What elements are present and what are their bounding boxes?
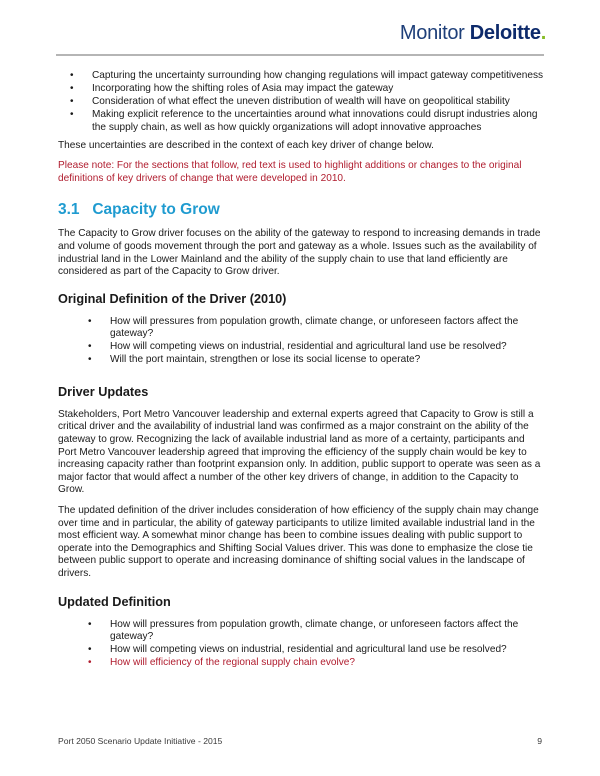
section-intro-paragraph: The Capacity to Grow driver focuses on the ability of the gateway to respond to increasing demands in trade and volume of goods movement through the port and gateway as a whole. Issues such as the availability of industrial land in the Lower Mainland and the ability of the supply chain to use that land efficiently are considered as part of the Capacity to Grow driver. — [58, 228, 541, 278]
list-item: • Consideration of what effect the uneven distribution of wealth will have on geopolitical stability — [70, 95, 510, 107]
monitor-deloitte-logo — [400, 22, 546, 45]
intro-paragraph: These uncertainties are described in the context of each key driver of change below. — [58, 139, 434, 151]
list-item: • How will competing views on industrial, residential and agricultural land use be resolved? — [88, 341, 507, 353]
intro-bullet-list — [58, 70, 544, 134]
list-item: • Will the port maintain, strengthen or lose its social license to operate? — [88, 354, 421, 366]
driver-updates-paragraph-2: The updated definition of the driver includes consideration of how efficiency of the supply chain may change over time and in particular, the ability of gateway participants to utilize limited available industrial land in the most efficient way. A somewhat minor change has been to combine issues dealing with public support to operate into the Demographics and Shifting Social Values driver. This was done to emphasize the close tie between public support to operate and increasing dominance of shifting social values in the landscape of drivers. — [58, 505, 539, 579]
page-footer — [58, 736, 542, 746]
list-item: • Incorporating how the shifting roles of Asia may impact the gateway — [70, 82, 394, 94]
list-item: • How will pressures from population growth, climate change, or unforeseen factors affect the gateway? — [88, 315, 519, 340]
page-content — [58, 70, 544, 670]
section-title: Capacity to Grow — [92, 201, 220, 219]
list-item-new: • How will efficiency of the regional supply chain evolve? — [88, 657, 356, 669]
list-item: • Making explicit reference to the uncertainties around what innovations could disrupt industries along the supply chain, as well as how quickly organizations will adopt innovative approaches — [70, 108, 538, 133]
bullet-icon: • — [70, 95, 74, 107]
bullet-icon: • — [88, 315, 92, 327]
original-definition-heading: Original Definition of the Driver (2010) — [58, 291, 287, 306]
updated-definition-heading: Updated Definition — [58, 594, 171, 609]
bullet-icon: • — [88, 354, 92, 366]
bullet-icon: • — [70, 70, 74, 81]
bullet-icon: • — [88, 618, 92, 630]
logo-deloitte-text: Deloitte — [469, 22, 541, 44]
bullet-icon: • — [88, 644, 92, 656]
driver-updates-heading: Driver Updates — [58, 384, 149, 399]
logo-monitor-text: Monitor — [399, 22, 470, 44]
section-number: 3.1 — [58, 201, 80, 219]
bullet-icon: • — [70, 82, 74, 94]
section-heading — [58, 201, 544, 219]
header-divider — [56, 54, 544, 56]
bullet-icon: • — [88, 657, 92, 669]
bullet-icon: • — [70, 108, 74, 120]
list-item: • How will competing views on industrial, residential and agricultural land use be resolved? — [88, 644, 507, 656]
updated-definition-list — [58, 619, 544, 670]
bullet-icon: • — [88, 341, 92, 353]
page-number: 9 — [537, 736, 542, 746]
red-text-note: Please note: For the sections that follow, red text is used to highlight additions or changes to the original definitions of key drivers of change that were developed in 2010. — [58, 160, 522, 184]
original-definition-list — [58, 316, 544, 367]
logo-green-dot: . — [540, 22, 546, 44]
driver-updates-paragraph-1: Stakeholders, Port Metro Vancouver leadership and external experts agreed that Capacity to Grow is still a critical driver and the availability of industrial land was confirmed as a major constraint on the ability of the gateway to grow. Recognizing the lack of available industrial land as more of a certainty, participants and Port Metro Vancouver leadership agreed that improving the efficiency of the supply chain would be key to increasing capacity rather than footprint expansion only. In addition, public support to operate was seen as a major factor that would affect a number of the other key drivers of change, in addition to the Capacity to Grow. — [58, 408, 541, 496]
list-item: • Capturing the uncertainty surrounding how changing regulations will impact gateway competitiveness — [70, 70, 544, 81]
list-item: • How will pressures from population growth, climate change, or unforeseen factors affect the gateway? — [88, 618, 519, 643]
footer-title: Port 2050 Scenario Update Initiative - 2015 — [58, 736, 223, 746]
